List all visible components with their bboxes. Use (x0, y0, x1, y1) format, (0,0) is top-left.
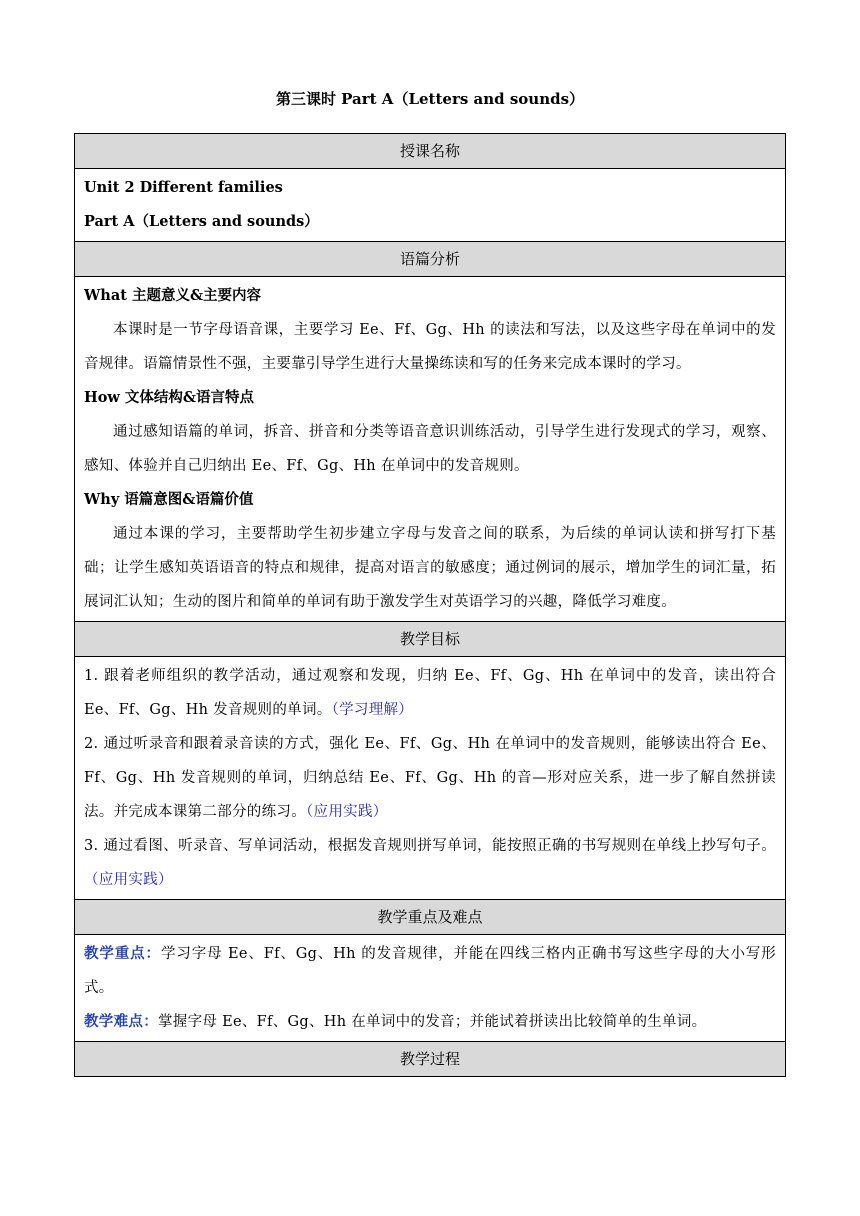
key-points-cell (75, 935, 786, 1042)
text-analysis-cell (75, 277, 786, 622)
why-heading: Why 语篇意图&语篇价值 (84, 491, 254, 508)
text-analysis-header-row (75, 242, 786, 277)
how-text: 通过感知语篇的单词，拆音、拼音和分类等语音意识训练活动，引导学生进行发现式的学习，观察、感知、体验并自己归纳出 Ee、Ff、Gg、Hh 在单词中的发音规则。 (84, 424, 776, 474)
objectives-row (75, 657, 786, 900)
why-text: 通过本课的学习，主要帮助学生初步建立字母与发音之间的联系，为后续的单词认读和拼写打下基础；让学生感知英语语音的特点和规律，提高对语言的敏感度；通过例词的展示，增加学生的词汇量，拓展词汇认知；生动的图片和简单的单词有助于激发学生对英语学习的兴趣，降低学习难度。 (84, 526, 776, 610)
course-name-header: 授课名称 (75, 134, 786, 169)
focus-label: 教学重点： (84, 945, 161, 962)
objective-tag-3: （应用实践） (84, 872, 173, 888)
key-points-row (75, 935, 786, 1042)
objectives-header: 教学目标 (75, 622, 786, 657)
text-analysis-row (75, 277, 786, 622)
lesson-plan-table (74, 133, 786, 1077)
objective-tag-2: （应用实践） (306, 804, 388, 820)
part-title: Part A（Letters and sounds） (84, 213, 319, 230)
process-header: 教学过程 (75, 1042, 786, 1077)
objective-item-1 (84, 659, 776, 727)
unit-title: Unit 2 Different families (84, 179, 283, 196)
teaching-focus (84, 937, 776, 1005)
text-analysis-header: 语篇分析 (75, 242, 786, 277)
objective-tag-1: （学习理解） (331, 702, 414, 718)
difficulty-text: 掌握字母 Ee、Ff、Gg、Hh 在单词中的发音；并能试着拼读出比较简单的生单词。 (158, 1014, 707, 1030)
objective-text-3: 3. 通过看图、听录音、写单词活动，根据发音规则拼写单词，能按照正确的书写规则在单线上抄写句子。 (84, 838, 776, 854)
course-name-header-row (75, 134, 786, 169)
what-heading: What 主题意义&主要内容 (84, 287, 262, 304)
process-header-row (75, 1042, 786, 1077)
page-title: 第三课时 Part A（Letters and sounds） (275, 90, 585, 108)
how-heading: How 文体结构&语言特点 (84, 389, 254, 406)
objectives-header-row (75, 622, 786, 657)
course-name-row (75, 169, 786, 242)
key-points-header-row (75, 900, 786, 935)
key-points-header: 教学重点及难点 (75, 900, 786, 935)
objective-item-2 (84, 727, 776, 829)
objective-text-2: 2. 通过听录音和跟着录音读的方式，强化 Ee、Ff、Gg、Hh 在单词中的发音规则，能够读出符合 Ee、Ff、Gg、Hh 发音规则的单词，归纳总结 Ee、Ff、Gg、Hh 的音—形对应关系，进一步了解自然拼读法。并完成本课第二部分的练习。 (84, 736, 776, 820)
teaching-difficulty (84, 1005, 776, 1039)
objective-item-3 (84, 829, 776, 897)
difficulty-label: 教学难点： (84, 1013, 158, 1030)
what-text: 本课时是一节字母语音课，主要学习 Ee、Ff、Gg、Hh 的读法和写法，以及这些字母在单词中的发音规律。语篇情景性不强，主要靠引导学生进行大量操练读和写的任务来完成本课时的学习。 (84, 322, 776, 372)
course-name-cell (75, 169, 786, 242)
objectives-cell (75, 657, 786, 900)
objective-text-1: 1. 跟着老师组织的教学活动，通过观察和发现，归纳 Ee、Ff、Gg、Hh 在单词中的发音，读出符合 Ee、Ff、Gg、Hh 发音规则的单词。 (84, 668, 776, 718)
focus-text: 学习字母 Ee、Ff、Gg、Hh 的发音规律，并能在四线三格内正确书写这些字母的大小写形式。 (84, 946, 777, 996)
